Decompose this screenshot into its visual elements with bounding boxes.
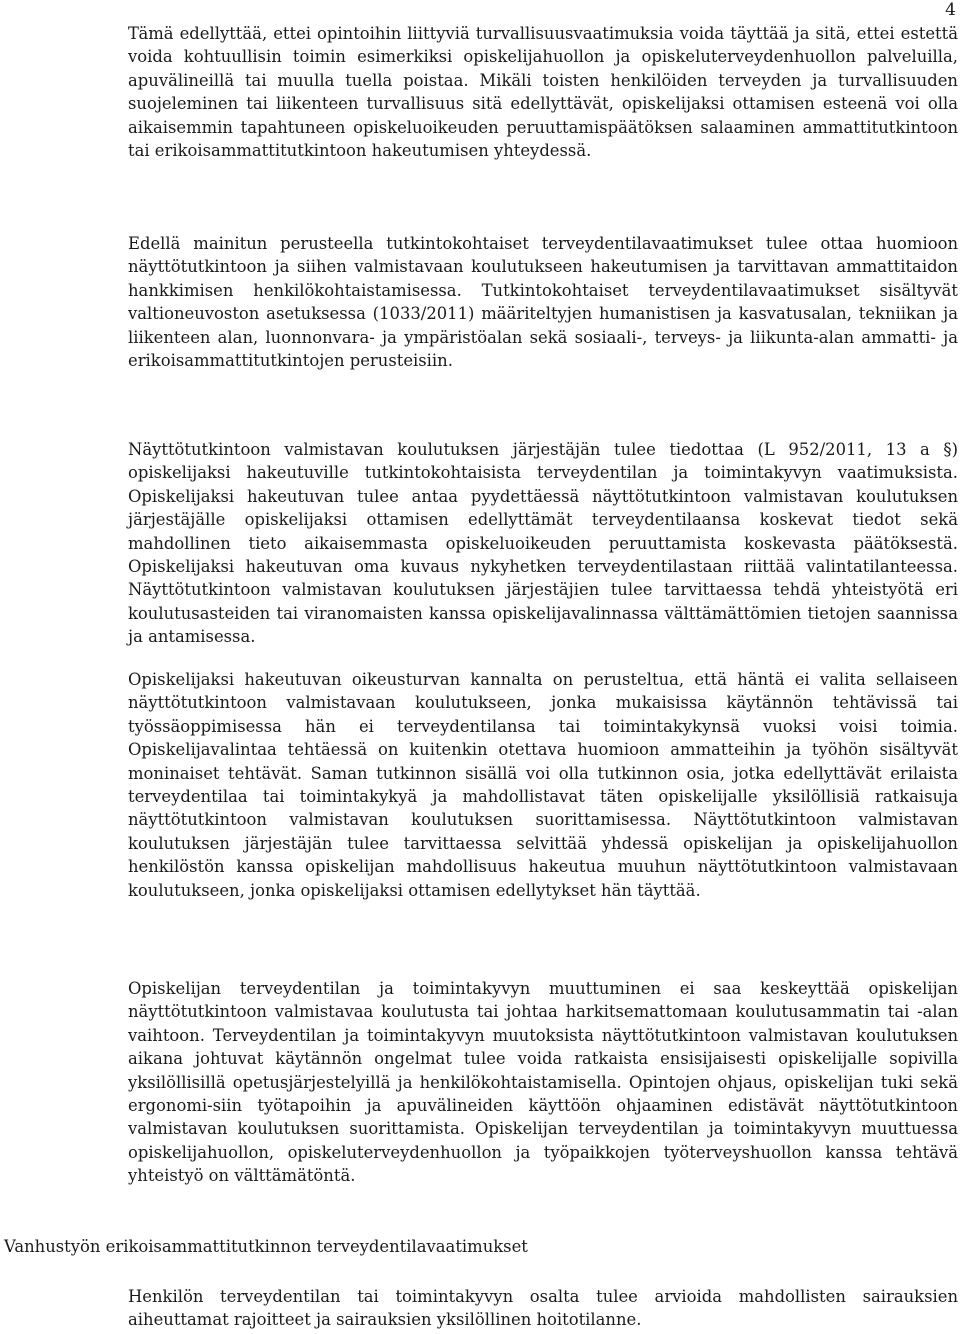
- section-heading: Vanhustyön erikoisammattitutkinnon terveydentilavaatimukset: [4, 1237, 528, 1256]
- paragraph-text: Opiskelijan terveydentilan ja toimintakyvyn muuttuminen ei saa keskeyttää opiskelijan näyttötutkintoon valmistavaa koulutusta tai johtaa harkitsemattomaan koulutusammatin tai -alan vaihtoon. Terveydentilan ja toimintakyvyn muutoksista näyttötutkintoon valmistavan koulutuksen aikana johtuvat käytännön ongelmat tulee voida ratkaista ensisijaisesti opiskelijalle sopivilla yksilöllisillä opetusjärjestelyillä ja henkilökohtaistamisella. Opintojen ohjaus, opiskelijan tuki sekä ergonomi-siin työtapoihin ja apuvälineiden käyttöön ohjaaminen edistävät näyttötutkintoon valmistavan koulutuksen suorittamista. Opiskelijan terveydentilan ja toimintakyvyn muuttuessa opiskelijahuollon, opiskeluterveydenhuollon ja työpaikkojen työterveyshuollon kanssa tehtävä yhteistyö on välttämätöntä.: [128, 979, 958, 1186]
- paragraph-text: Henkilön terveydentilan tai toimintakyvyn osalta tulee arvioida mahdollisten sairauksien aiheuttamat rajoitteet ja sairauksien yksilöllinen hoitotilanne.: [128, 1287, 958, 1330]
- paragraph-assessment: [128, 1285, 958, 1332]
- paragraph-text: Näyttötutkintoon valmistavan koulutuksen järjestäjän tulee tiedottaa (L 952/2011, 13 a §) opiskelijaksi hakeutuville tutkintokohtaisista terveydentilan ja toimintakyvyn vaatimuksista. Opiskelijaksi hakeutuvan tulee antaa pyydettäessä näyttötutkintoon valmistavan koulutuksen järjestäjälle opiskelijaksi ottamisen edellyttämät terveydentilaansa koskevat tiedot sekä mahdollinen tieto aikaisemmasta opiskeluoikeuden peruuttamista koskevasta päätöksestä. Opiskelijaksi hakeutuvan oma kuvaus nykyhetken terveydentilastaan riittää valintatilanteessa. Näyttötutkintoon valmistavan koulutuksen järjestäjien tulee tarvittaessa tehdä yhteistyötä eri koulutusasteiden tai viranomaisten kanssa opiskelijavalinnassa välttämättömien tietojen saannissa ja antamisessa.: [128, 440, 958, 647]
- paragraph-information-duty: [128, 438, 958, 649]
- paragraph-security-requirements: [128, 22, 958, 162]
- paragraph-health-changes: [128, 977, 958, 1188]
- paragraph-text: Edellä mainitun perusteella tutkintokohtaiset terveydentilavaatimukset tulee ottaa huomioon näyttötutkintoon ja siihen valmistavaan koulutukseen hakeutumisen ja tarvittavan ammattitaidon hankkimisen henkilökohtaistamisessa. Tutkintokohtaiset terveydentilavaatimukset sisältyvät valtioneuvoston asetuksessa (1033/2011) määriteltyjen humanistisen ja kasvatusalan, tekniikan ja liikenteen alan, luonnonvara- ja ympäristöalan sekä sosiaali-, terveys- ja liikunta-alan ammatti- ja erikoisammattitutkintojen perusteisiin.: [128, 234, 958, 371]
- paragraph-legal-protection: [128, 668, 958, 902]
- paragraph-health-requirements: [128, 232, 958, 372]
- paragraph-text: Tämä edellyttää, ettei opintoihin liittyviä turvallisuusvaatimuksia voida täyttää ja sitä, ettei estettä voida kohtuullisin toimin esimerkiksi opiskelijahuollon ja opiskeluterveydenhuollon palveluilla, apuvälineillä tai muulla tuella poistaa. Mikäli toisten henkilöiden terveyden ja turvallisuuden suojeleminen tai liikenteen turvallisuus sitä edellyttävät, opiskelijaksi ottamisen esteenä voi olla aikaisemmin tapahtuneen opiskeluoikeuden peruuttamispäätöksen salaaminen ammattitutkintoon tai erikoisammattitutkintoon hakeutumisen yhteydessä.: [128, 24, 958, 161]
- paragraph-text: Opiskelijaksi hakeutuvan oikeusturvan kannalta on perusteltua, että häntä ei valita sellaiseen näyttötutkintoon valmistavaan koulutukseen, jonka mukaisissa käytännön tehtävissä tai työssäoppimisessa hän ei terveydentilansa tai toimintakykynsä vuoksi voisi toimia. Opiskelijavalintaa tehtäessä on kuitenkin otettava huomioon ammatteihin ja työhön sisältyvät moninaiset tehtävät. Saman tutkinnon sisällä voi olla tutkinnon osia, jotka edellyttävät erilaista terveydentilaa tai toimintakykyä ja mahdollistavat täten opiskelijalle yksilöllisiä ratkaisuja näyttötutkintoon valmistavan koulutuksen suorittamisessa. Näyttötutkintoon valmistavan koulutuksen järjestäjän tulee tarvittaessa selvittää yhdessä opiskelijan ja opiskelijahuollon henkilöstön kanssa opiskelijan mahdollisuus hakeutua muuhun näyttötutkintoon valmistavaan koulutukseen, jonka opiskelijaksi ottamisen edellytykset hän täyttää.: [128, 670, 958, 900]
- page-number: 4: [945, 0, 956, 20]
